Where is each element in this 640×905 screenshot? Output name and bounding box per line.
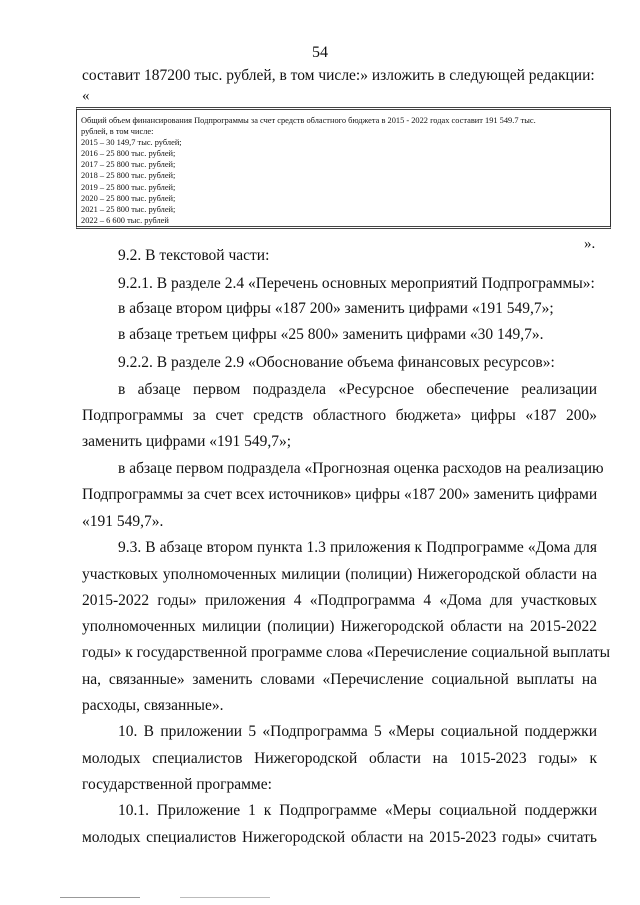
text-line: государственной программе:: [82, 776, 272, 793]
text-line: молодых специалистов Нижегородской области на 1015-2023 годы» к: [82, 750, 597, 767]
text-line: уполномоченных милиции (полиции) Нижегородской области на 2015-2022: [82, 618, 597, 635]
financing-table: [76, 107, 611, 229]
box-line: 2016 – 25 800 тыс. рублей;: [81, 149, 176, 159]
box-line: рублей, в том числе:: [81, 127, 154, 137]
text-line: на, связанные» заменить словами «Перечисление социальной выплаты на: [82, 671, 597, 688]
text-line: 10.1. Приложение 1 к Подпрограмме «Меры социальной поддержки: [118, 802, 597, 819]
text-line: в абзаце третьем цифры «25 800» заменить цифрами «30 149,7».: [118, 326, 544, 343]
close-quote: ».: [584, 236, 596, 252]
open-quote: «: [82, 88, 90, 104]
scan-edge-mark: [60, 897, 140, 898]
text-line: в абзаце втором цифры «187 200» заменить цифрами «191 549,7»;: [118, 300, 554, 317]
box-line: Общий объем финансирования Подпрограммы за счет средств областного бюджета в 2015 - 2022 годах составит 191 549.7 тыс.: [81, 116, 536, 125]
page-number: 54: [312, 44, 328, 61]
text-line: Подпрограммы за счет всех источников» цифры «187 200» заменить цифрами: [82, 486, 598, 503]
text-line: заменить цифрами «191 549,7»;: [82, 433, 292, 450]
intro-line: составит 187200 тыс. рублей, в том числе:» изложить в следующей редакции:: [82, 67, 595, 84]
text-line: годы» к государственной программе слова «Перечисление социальной выплаты: [82, 644, 611, 661]
text-line: участковых уполномоченных милиции (полиции) Нижегородской области на: [82, 566, 597, 583]
box-line: 2019 – 25 800 тыс. рублей;: [81, 182, 176, 192]
text-line: «191 549,7».: [82, 513, 164, 530]
scan-edge-mark: [180, 897, 270, 898]
text-line: 10. В приложении 5 «Подпрограмма 5 «Меры социальной поддержки: [118, 723, 597, 740]
text-line: 9.2.2. В разделе 2.9 «Обоснование объема финансовых ресурсов»:: [118, 354, 555, 371]
text-line: молодых специалистов Нижегородской области на 2015-2023 годы» считать: [82, 829, 597, 846]
text-line: в абзаце первом подраздела «Прогнозная оценка расходов на реализацию: [118, 460, 604, 477]
box-line: 2017 – 25 800 тыс. рублей;: [81, 160, 176, 170]
box-line: 2015 – 30 149,7 тыс. рублей;: [81, 138, 182, 148]
text-line: 9.3. В абзаце втором пункта 1.3 приложения к Подпрограмме «Дома для: [118, 539, 597, 556]
box-line: 2021 – 25 800 тыс. рублей;: [81, 204, 176, 214]
text-line: 9.2.1. В разделе 2.4 «Перечень основных мероприятий Подпрограммы»:: [118, 275, 595, 292]
text-line: расходы, связанные».: [82, 697, 224, 714]
box-line: 2022 – 6 600 тыс. рублей: [81, 215, 169, 225]
text-line: 2015-2022 годы» приложения 4 «Подпрограмма 4 «Дома для участковых: [82, 592, 597, 609]
text-line: в абзаце первом подраздела «Ресурсное обеспечение реализации: [118, 381, 597, 398]
text-line: 9.2. В текстовой части:: [118, 247, 270, 264]
text-line: Подпрограммы за счет средств областного бюджета» цифры «187 200»: [82, 407, 597, 424]
box-line: 2020 – 25 800 тыс. рублей;: [81, 193, 176, 203]
box-line: 2018 – 25 800 тыс. рублей;: [81, 171, 176, 181]
financing-text: [81, 115, 606, 226]
